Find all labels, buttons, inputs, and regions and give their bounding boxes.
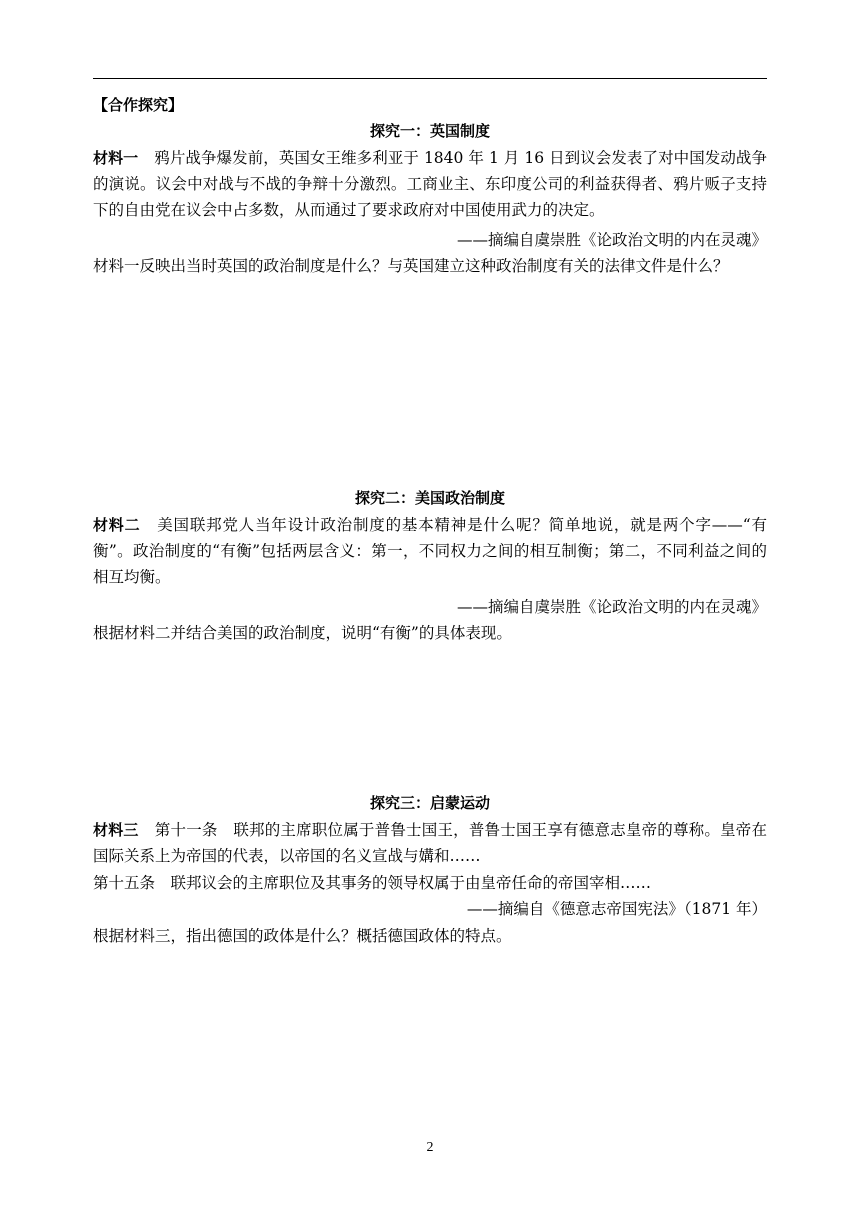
section-3-question: 根据材料三，指出德国的政体是什么？概括德国政体的特点。 [93,927,512,945]
section-3-source: ——摘编自《德意志帝国宪法》（1871 年） [466,900,767,918]
section-2-material [93,512,767,590]
section-3-title: 探究三：启蒙运动 [369,794,490,812]
section-1-source: ——摘编自虞崇胜《论政治文明的内在灵魂》 [456,231,767,249]
section-1-question: 材料一反映出当时英国的政治制度是什么？与英国建立这种政治制度有关的法律文件是什么？ [93,257,729,275]
section-1-title: 探究一：英国制度 [369,122,490,140]
section-1-material-text: 鸦片战争爆发前，英国女王维多利亚于 1840 年 1 月 16 日到议会发表了对中国发动战争的演说。议会中对战与不战的争辩十分激烈。工商业主、东印度公司的利益获得者、鸦片贩子支持下的自由党在议会中占多数，从而通过了要求政府对中国使用武力的决定。 [93,149,767,219]
page-number: 2 [426,1140,434,1155]
section-heading: 【合作探究】 [93,96,184,114]
section-2-question: 根据材料二并结合美国的政治制度，说明“有衡”的具体表现。 [93,624,512,642]
section-1-material [93,145,767,223]
section-3-material [93,817,767,869]
section-1-material-label: 材料一 [93,149,139,167]
section-3-material-continued: 第十五条 联邦议会的主席职位及其事务的领导权属于由皇帝任命的帝国宰相…… [93,874,652,892]
header-rule [93,78,767,79]
section-2-material-label: 材料二 [93,516,141,534]
section-2-title: 探究二：美国政治制度 [354,489,505,507]
section-2-material-text: 美国联邦党人当年设计政治制度的基本精神是什么呢？简单地说，就是两个字——“有衡”。政治制度的“有衡”包括两层含义：第一，不同权力之间的相互制衡；第二，不同利益之间的相互均衡。 [93,516,767,586]
section-3-material-text: 第十一条 联邦的主席职位属于普鲁士国王，普鲁士国王享有德意志皇帝的尊称。皇帝在国际关系上为帝国的代表，以帝国的名义宣战与媾和…… [93,821,767,865]
section-2-source: ——摘编自虞崇胜《论政治文明的内在灵魂》 [456,598,767,616]
section-3-material-label: 材料三 [93,821,139,839]
